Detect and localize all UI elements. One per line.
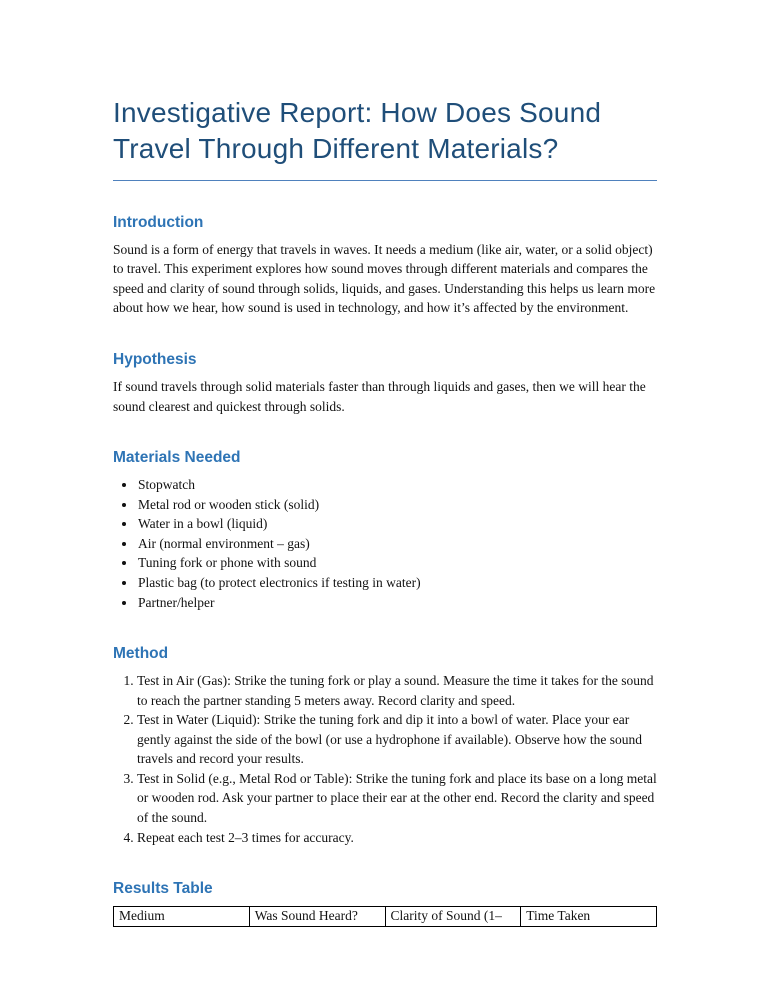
method-list — [113, 671, 657, 847]
list-item: 1. Test in Air (Gas): Strike the tuning fork or play a sound. Measure the time it takes for the sound to reach the partner standing 5 meters away. Record clarity and speed. — [137, 671, 657, 710]
materials-list — [113, 475, 657, 612]
list-item: 3. Test in Solid (e.g., Metal Rod or Table): Strike the tuning fork and place its base on a long metal or wooden rod. Ask your partner to place their ear at the other end. Record the clarity and speed of the sound. — [137, 769, 657, 828]
hypothesis-paragraph: If sound travels through solid materials faster than through liquids and gases, then we will hear the sound clearest and quickest through solids. — [113, 379, 646, 414]
list-item: • Water in a bowl (liquid) — [137, 514, 657, 534]
table-header-cell-time-taken: Time Taken — [521, 907, 657, 927]
list-item: 2. Test in Water (Liquid): Strike the tuning fork and dip it into a bowl of water. Place your ear gently against the side of the bowl (or use a hydrophone if available). Observe how the sound travels and record your results. — [137, 710, 657, 769]
section-heading-materials: Materials Needed — [113, 449, 241, 467]
section-heading-method: Method — [113, 645, 169, 663]
list-item: • Plastic bag (to protect electronics if testing in water) — [137, 573, 657, 593]
results-table — [113, 906, 657, 927]
table-header-row — [114, 907, 657, 927]
list-item: • Metal rod or wooden stick (solid) — [137, 495, 657, 515]
section-heading-results-table: Results Table — [113, 880, 213, 898]
table-header-cell-was-sound-heard: Was Sound Heard? — [249, 907, 385, 927]
section-heading-introduction: Introduction — [113, 213, 204, 231]
list-item: • Tuning fork or phone with sound — [137, 553, 657, 573]
list-item: • Air (normal environment – gas) — [137, 534, 657, 554]
table-header-cell-medium: Medium — [114, 907, 250, 927]
list-item: 4. Repeat each test 2–3 times for accuracy. — [137, 828, 657, 848]
introduction-paragraph: Sound is a form of energy that travels in waves. It needs a medium (like air, water, or a solid object) to travel. This experiment explores how sound moves through different materials and compares the speed and clarity of sound through solids, liquids, and gases. Understanding this helps us learn more about how we hear, how sound is used in technology, and how it’s affected by the environment. — [113, 241, 656, 316]
table-header-cell-clarity: Clarity of Sound (1– — [385, 907, 521, 927]
section-heading-hypothesis: Hypothesis — [113, 351, 197, 369]
list-item: • Stopwatch — [137, 475, 657, 495]
list-item: • Partner/helper — [137, 593, 657, 613]
document-title: Investigative Report: How Does Sound Travel Through Different Materials? — [113, 95, 657, 181]
